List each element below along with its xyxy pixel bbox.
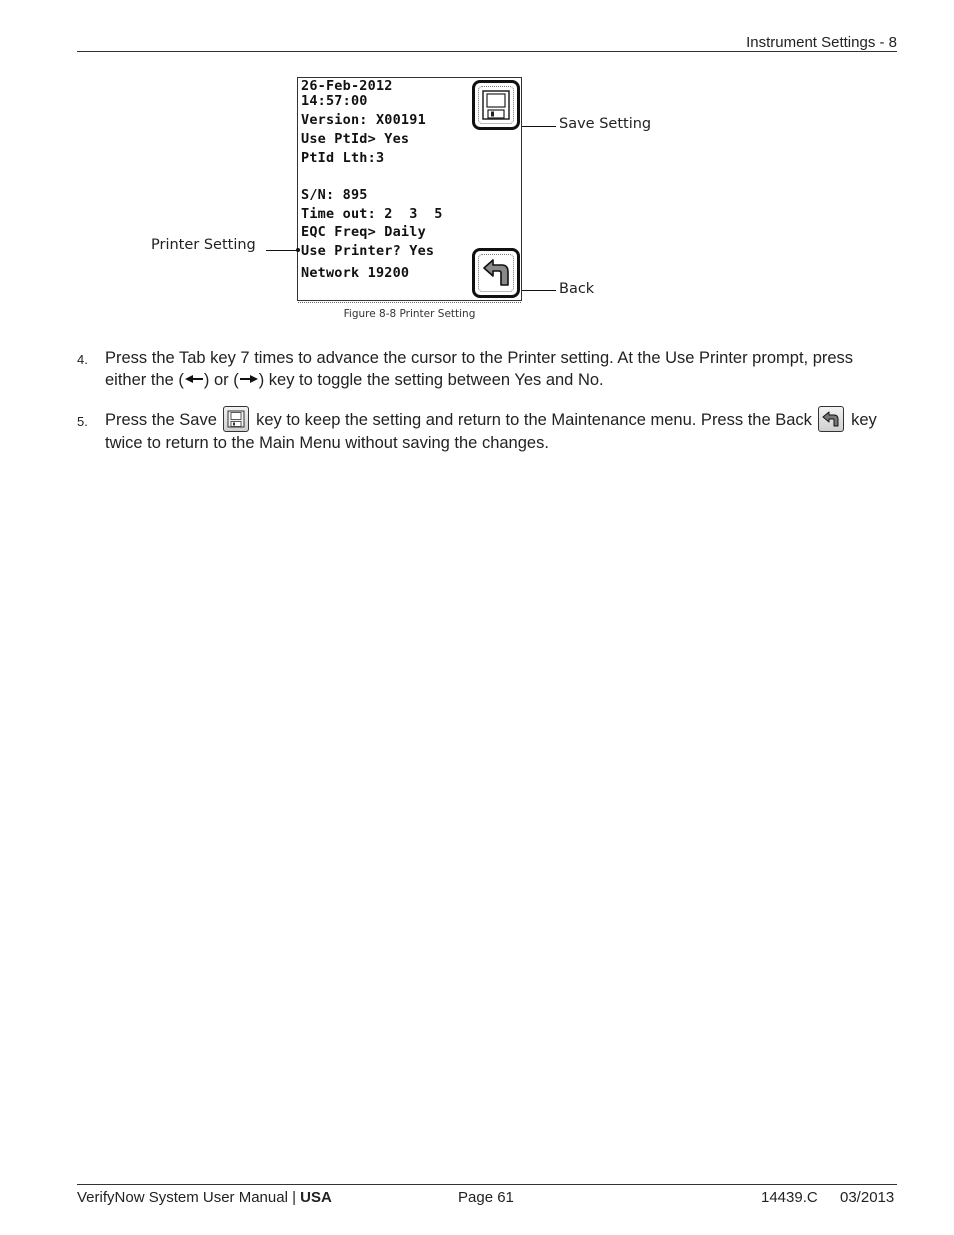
floppy-disk-icon: [480, 88, 512, 122]
screen-ptid-length: PtId Lth:3: [301, 150, 385, 166]
step-number: 4.: [77, 352, 88, 367]
back-callout-line: [522, 290, 556, 291]
screen-timeout: Time out: 2 3 5: [301, 206, 443, 222]
footer-doc-number: 14439.C: [761, 1189, 818, 1206]
back-arrow-icon: [821, 409, 841, 429]
footer-date: 03/2013: [840, 1189, 895, 1206]
footer-manual-title: VerifyNow System User Manual | USA: [77, 1189, 332, 1206]
header-divider: [77, 51, 897, 52]
save-callout-line: [522, 126, 556, 127]
printer-setting-label: Printer Setting: [151, 237, 256, 253]
running-header: Instrument Settings - 8: [746, 34, 897, 51]
back-label: Back: [559, 281, 595, 297]
printer-callout-dot: [296, 248, 300, 252]
instrument-screen: [297, 77, 522, 301]
left-arrow-icon: [184, 374, 204, 384]
step-5: 5. Press the Save key to keep the setting and return to the Maintenance menu. Press the Back key twice to return to the Main Menu without saving the changes.: [77, 409, 897, 454]
inline-back-icon: [818, 406, 844, 432]
screen-eqc-freq: EQC Freq> Daily: [301, 224, 426, 240]
footer-region: USA: [300, 1189, 332, 1206]
figure-caption: Figure 8-8 Printer Setting: [343, 308, 476, 320]
screen-network: Network 19200: [301, 265, 410, 281]
footer-page-number: Page 61: [458, 1189, 514, 1206]
back-arrow-icon: [480, 256, 512, 290]
inline-save-icon: [223, 406, 249, 432]
save-setting-label: Save Setting: [559, 116, 652, 132]
right-arrow-icon: [239, 374, 259, 384]
screen-bottom-edge: [298, 302, 521, 303]
screen-use-ptid: Use PtId> Yes: [301, 131, 410, 147]
floppy-disk-icon: [226, 409, 246, 429]
screen-use-printer: Use Printer? Yes: [301, 243, 435, 259]
step-number: 5.: [77, 414, 88, 429]
printer-callout-line: [266, 250, 298, 251]
back-button[interactable]: [472, 248, 520, 298]
save-setting-button[interactable]: [472, 80, 520, 130]
footer-divider: [77, 1184, 897, 1185]
step-4: 4. Press the Tab key 7 times to advance the cursor to the Printer setting. At the Use Printer prompt, press either the ( ) or ( ) key to toggle the setting between Yes and No.: [77, 349, 854, 389]
screen-serial-number: S/N: 895: [301, 187, 368, 203]
screen-time: 14:57:00: [301, 93, 368, 109]
screen-date: 26-Feb-2012: [301, 78, 393, 94]
screen-version: Version: X00191: [301, 112, 426, 128]
